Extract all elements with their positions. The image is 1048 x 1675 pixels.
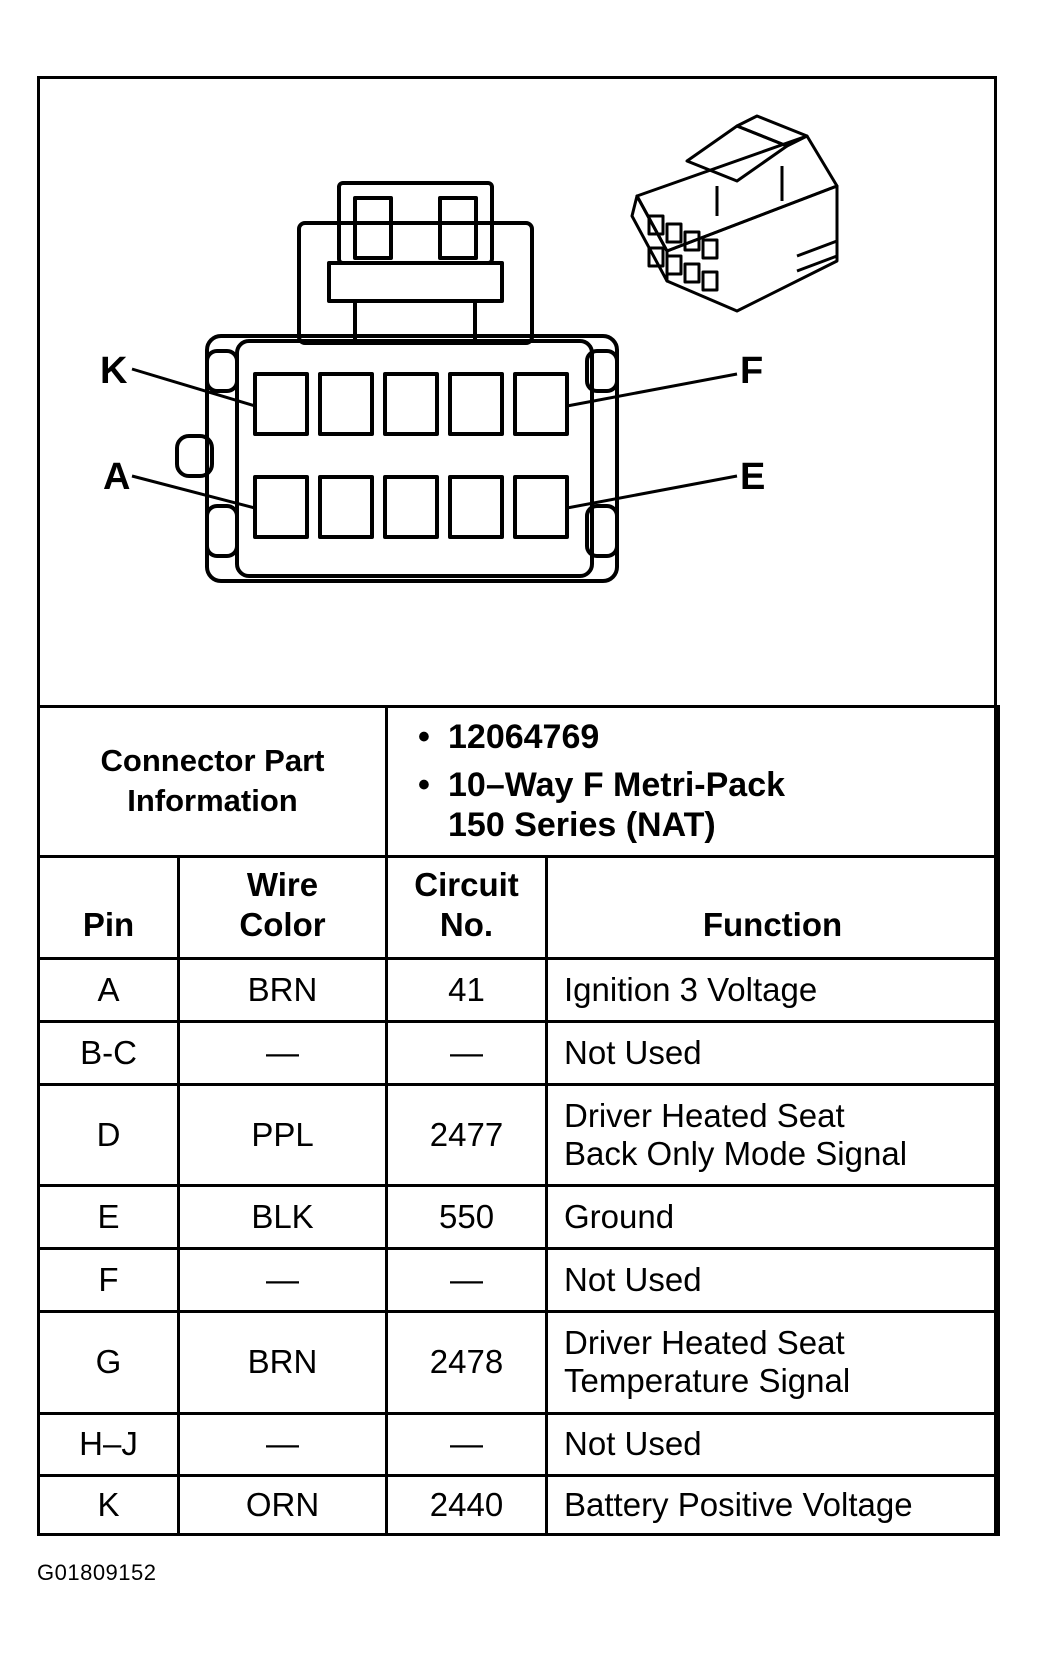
part-number: 12064769: [448, 718, 600, 757]
circuit-cell: 2477: [387, 1084, 547, 1186]
function-cell: Driver Heated Seat Temperature Signal: [547, 1311, 999, 1413]
wire-color-cell: —: [179, 1022, 387, 1085]
function-cell: Not Used: [547, 1249, 999, 1312]
figure-id: G01809152: [37, 1560, 157, 1585]
circuit-cell: —: [387, 1249, 547, 1312]
circuit-cell: 2440: [387, 1476, 547, 1535]
pin-cell: A: [39, 959, 179, 1022]
bullet-icon: •: [418, 766, 430, 805]
wire-color-cell: BRN: [179, 1311, 387, 1413]
connector-isometric-view: [632, 116, 837, 311]
pin-cell: K: [39, 1476, 179, 1535]
connector-info-values: [387, 707, 999, 857]
table-header-row: [39, 856, 999, 959]
pin-label-e: E: [740, 456, 766, 498]
connector-description-line1: 10–Way F Metri-Pack: [448, 766, 786, 805]
table-row: [39, 959, 999, 1022]
wire-color-cell: —: [179, 1249, 387, 1312]
pin-cell: G: [39, 1311, 179, 1413]
header-pin: Pin: [39, 856, 179, 959]
header-function: Function: [547, 856, 999, 959]
function-cell: Ignition 3 Voltage: [547, 959, 999, 1022]
connector-diagram: [37, 76, 997, 706]
connector-info-label-line2: Information: [127, 783, 298, 819]
pin-cell: F: [39, 1249, 179, 1312]
table-row: [39, 1249, 999, 1312]
wire-color-cell: PPL: [179, 1084, 387, 1186]
function-cell: Not Used: [547, 1022, 999, 1085]
circuit-cell: 550: [387, 1186, 547, 1249]
pin-cell: H–J: [39, 1413, 179, 1476]
circuit-cell: 2478: [387, 1311, 547, 1413]
pin-label-f: F: [740, 350, 764, 392]
function-cell: Battery Positive Voltage: [547, 1476, 999, 1535]
pinout-table: [37, 705, 1000, 1536]
table-row: [39, 1084, 999, 1186]
wire-color-cell: BLK: [179, 1186, 387, 1249]
circuit-cell: —: [387, 1413, 547, 1476]
table-row: [39, 1186, 999, 1249]
table-row: [39, 1311, 999, 1413]
connector-front-view: [177, 183, 617, 581]
wire-color-cell: BRN: [179, 959, 387, 1022]
bullet-icon: •: [418, 718, 430, 757]
table-row: [39, 1413, 999, 1476]
connector-description-line2: 150 Series (NAT): [448, 806, 716, 845]
wire-color-cell: ORN: [179, 1476, 387, 1535]
pin-cell: E: [39, 1186, 179, 1249]
pin-cell: B-C: [39, 1022, 179, 1085]
table-row: [39, 1022, 999, 1085]
circuit-cell: 41: [387, 959, 547, 1022]
function-cell: Not Used: [547, 1413, 999, 1476]
connector-info-row: [39, 707, 999, 857]
header-wire-color: Wire Color: [179, 856, 387, 959]
pin-label-a: A: [103, 456, 131, 498]
wire-color-cell: —: [179, 1413, 387, 1476]
connector-info-label-line1: Connector Part: [100, 743, 325, 779]
function-cell: Driver Heated Seat Back Only Mode Signal: [547, 1084, 999, 1186]
table-row: [39, 1476, 999, 1535]
function-cell: Ground: [547, 1186, 999, 1249]
pin-label-k: K: [100, 350, 128, 392]
circuit-cell: —: [387, 1022, 547, 1085]
header-circuit-no: Circuit No.: [387, 856, 547, 959]
pin-cell: D: [39, 1084, 179, 1186]
connector-info-label: [39, 707, 387, 857]
